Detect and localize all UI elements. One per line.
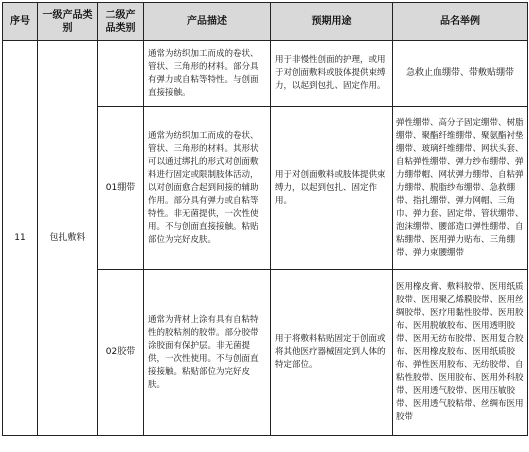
header-cat2: 二级产品类别 xyxy=(98,3,144,41)
cell-cat1: 包扎敷料 xyxy=(38,41,98,436)
cell-description: 通常为纺织加工而成的卷状、管状、三角形的材料。其形状可以通过绑扎的形式对创面敷料进行固定或限制肢体活动，以对创面愈合起到间接的辅助作用。部分具有弹力或自粘等特性。非无菌提供，一次性使用。不与创面直接接触。粘贴部位为完好皮肤。 xyxy=(144,107,271,270)
cell-intended-use: 用于将敷料粘贴固定于创面或将其他医疗器械固定到人体的特定部位。 xyxy=(271,270,393,436)
cell-cat2: 01绷带 xyxy=(98,107,144,270)
header-intended-use: 预期用途 xyxy=(271,3,393,41)
product-classification-table xyxy=(2,2,528,436)
header-row xyxy=(3,3,528,41)
cell-description: 通常为纺织加工而成的卷状、管状、三角形的材料。部分具有弹力或自粘等特性。与创面直接接触。 xyxy=(144,41,271,107)
header-index: 序号 xyxy=(3,3,38,41)
header-cat1: 一级产品类别 xyxy=(38,3,98,41)
cell-index: 11 xyxy=(3,41,38,436)
cell-intended-use: 用于对创面敷料或肢体提供束缚力，以起到包扎、固定作用。 xyxy=(271,107,393,270)
header-description: 产品描述 xyxy=(144,3,271,41)
cell-examples: 急救止血绷带、带敷贴绷带 xyxy=(393,41,528,107)
cell-examples: 弹性绷带、高分子固定绷带、树脂绷带、聚酯纤维绷带、聚氨酯衬垫绷带、玻璃纤维绷带、网状头套、自粘弹性绷带、弹力纱布绷带、弹力绷带帽、网状弹力绷带、自粘弹力绷带、脱脂纱布绷带、急救绷带、指扎绷带、弹力网帽、三角巾、弹力套、固定带、管状绷带、泡沫绷带、腰部造口弹性绷带、自粘绷带、医用弹力贴布、三角绷带、弹力束腰绷带 xyxy=(393,107,528,270)
cell-description: 通常为背材上涂有具有自粘特性的胶粘剂的胶带。部分胶带涂胶面有保护层。非无菌提供，一次性使用。不与创面直接接触。粘贴部位为完好皮肤。 xyxy=(144,270,271,436)
cell-intended-use: 用于非慢性创面的护理，或用于对创面敷料或肢体提供束缚力，以起到包扎、固定作用。 xyxy=(271,41,393,107)
cell-cat2: 02胶带 xyxy=(98,270,144,436)
cell-examples: 医用橡皮膏、敷料胶带、医用纸质胶带、医用聚乙烯膜胶带、医用丝绸胶带、医疗用黏性胶带、医用胶布、医用脱敏胶布、医用透明胶带、医用无纺布胶带、医用复合胶布、医用橡皮胶布、医用纸质胶布、弹性医用胶布、无纺胶带、自粘性胶带、医用胶布、医用外科胶带、医用透气胶带、医用压敏胶带、医用透气胶粘带、丝绸布医用胶带 xyxy=(393,270,528,436)
table-row xyxy=(3,41,528,107)
header-examples: 品名举例 xyxy=(393,3,528,41)
cell-cat2 xyxy=(98,41,144,107)
